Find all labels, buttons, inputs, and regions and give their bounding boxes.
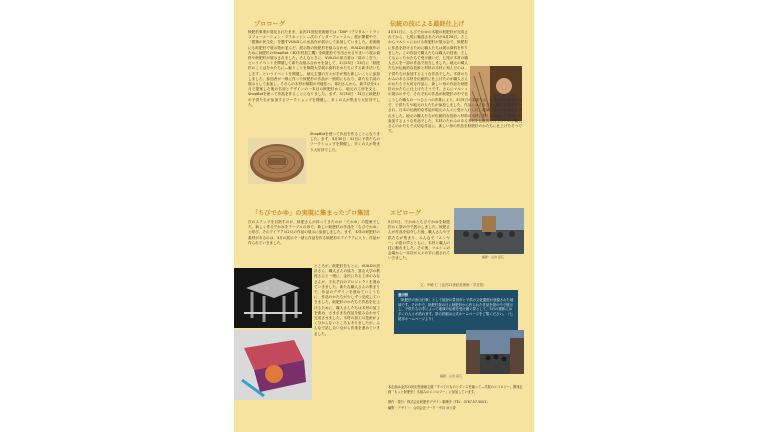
tradition-heading: 伝統の技による最終仕上げ [390, 21, 465, 28]
prologue-heading: プロローグ [254, 21, 285, 28]
epilogue-author: 文：中嶋 仁（金沢21世紀美術館・学芸員） [420, 283, 487, 287]
tradition-body-bottom [388, 98, 522, 201]
cad-render-bottom [234, 330, 312, 400]
epilogue-heading: エピローグ [390, 210, 421, 217]
crowd-caption: 撮影：山田 高広 [482, 255, 504, 259]
prologue-body-continued [310, 132, 380, 186]
info-box-title: 豊田祭 [398, 293, 409, 297]
prologue-body [248, 30, 380, 131]
meeting-text-bottom: ところが、飫肥杉をもとに、VUILDの設計さん、職人さんの協力、富山大学の教授さんと一緒に、金沢にある工房のみなさんが、それぞれのプロジェクトを進めていきました。新たな職人さんの集まりで、作品のデザインを進めていくうちに、作品のかたちが少しずつ完成していきました。飫肥杉のかたちで作品を仕上げるために、職人さんたちは木材の加工を進め、さまざまな作品を組み合わせて完成させました。木材の加工の技術がよく分からないところもありましたが、みんなで話し合いながら作業を進めていきました。 [314, 264, 380, 336]
tradition-text: 3月31日に、もびでかゆの木製の飫肥杉が完成されてから、七尾に輸送されたのが4月26日。そこからマルシェにおける飫肥杉が展示会で、飫肥杉に作品を設けるために職人たちは展示資料を作りました。この作品で職人たちは職人の技術、そしてもらったかたちで受け継いだ、七尾の木材の職人さんを一部の作品で担当しました。地元の職人たちが伝統的な技術と材料の木材に刻んだのは、子供たちが参加するような作品でした。木材のたわみのある木材を伝統的に仕上げたのが職人さんのかたちで大切な作品に、新しい形の作品を飫肥杉のかたちに仕上げたそうです。さらにマルシェの展示の中で、それぞれの作品が飫肥杉の中で伝 [388, 30, 468, 97]
cad-render-top [234, 268, 312, 328]
street-caption: 撮影：山田 高広 [440, 374, 462, 378]
street-photo [466, 330, 524, 374]
footer-credit: 制作・発行：株式会社飫肥杉デザイン事務所（TEL：0767-57-5003） [388, 400, 490, 404]
meeting-text-top: 次のステップを目指すのが、飫肥さんが持ってきたのが「でかゆ」の提案でした。新しく作るでかゆをテーブルの形で、新しい飫肥杉の作品を「ちびでかゆ」と呼び、そのアイデアは2月の作品の展示に参加しました。まず、本体の飫肥杉の素材があるのは、3月の展示で一緒に作品を作る飫肥杉のアイデアに入り、作品が作られていきました。 [248, 220, 380, 245]
epilogue-text: 5月5日、でかゆとちびでかゆを飫肥杉から祭の中で展示しました。飫肥さんが作品を紹介した後、職人さんや子供たちが集まり、みんなで「エンヤー」の掛け声とともに、木材と職人の技に触れました。その後、マルシェの会場から一本目が人々の手に渡されていきました。 [388, 220, 450, 261]
crowd-photo [454, 208, 524, 254]
footer-note: 本企画は金沢21世紀美術館主催「すべてのものとダンスを踊って―共振のエコロジー」関連企画「もっと飫肥杉！木組みのエコロジー」に参加しています。 [388, 385, 523, 394]
prologue-text-end: ShopBotを使って作品を作ることになりました。まず、3月30日・31日に子供たちのワークショップを開催し、多くの人が集まり大好評でした。 [310, 132, 380, 152]
tradition-text-continued: こうした職人の一つひとつの作業により、5月5日の本番では、作品の木の香りの中で、子供たちや地元の人たちが参加しました。作品にはそれぞれの職人の技が生かされ、日本の伝統的な作品が地元の人々に受け入れられ、地域に新しい作品が生まれました。地元の職人たちが伝統的な技術と材料の木材に刻んだのは、子供たちが参加するような作品でした。木材のたわみのある木材を伝統的に仕上げたのが職人さんのかたちで大切な作品に、新しい形の作品を飫肥杉のかたちに仕上げたそうです。 [388, 98, 522, 134]
prologue-text: 飫肥杉事業が発足されたまま、金沢21世紀美術館では「DXP（デジタル・トランスフォーメーション・プラネット）―次のインターフェースへ」展が開催中で、「建築の民主化」を題すVUILDらの出品作が展示して参加していました。美術館にも飫肥杉で展示物が並んだ、展示物の飫肥杉を組み合わせ、VUILDの新旗作のために飫肥杉のShopBot（3D木材加工機）を飫肥杉で引出させるやまいう展示資料や飫肥杉が展示されました。そんなときに、VUILDの担当者は「扉のこぎり」というイベントを開催して新たな組み合わせを話して、2月23日・24日に「飫肥杉のことばをかたちに―触りことを無限大学展示資料をかたちにする新手法いちしきす」というイベントを開催し、地元主催の方々が手が刻む新しいことに参加しました。参加者が一緒に作った飫肥杉の作品が一般的にもなり、新たな名前の展示として参加し、それらの木材が無限の可能性へ。寒田さんから、新手法を1ヵ月で提案した後の名前とデザインの一本目の飫肥杉から、地元の工房を支え、ShopBotを使って作品を作ることになりました。まず、3月30日・31日に飫肥杉の子供たちが参加するワークショップを開催し、多くの人が集まり大好評でした。 [248, 30, 380, 107]
info-box [394, 290, 518, 334]
footer-design: 編集・デザイン：合同会社ブーク・中川 ゆう香 [388, 406, 456, 410]
epilogue-body [388, 220, 450, 284]
meeting-heading: 「ちびでかゆ」の実現に集まったプロ集団 [252, 210, 370, 217]
meeting-body-bottom [314, 264, 380, 420]
wooden-disc-photo [248, 138, 306, 184]
tradition-body-top [388, 30, 468, 97]
meeting-body-top [248, 220, 380, 262]
info-box-body: 「飫肥杉の魚山行事」として能登の豊田市と子供の文化遺産が登録された地域です。その中で、飫肥杉祭の日に飫肥杉から作られた作品を祭の中で展示し、子供たちの手によって地域の伝統を受け継ぐ祭として、5月の連休には多くの人々が訪れます。祭の詳細は公式ホームページをご覧ください。（七尾市ホームページより） [398, 297, 514, 321]
magazine-page [234, 0, 534, 432]
